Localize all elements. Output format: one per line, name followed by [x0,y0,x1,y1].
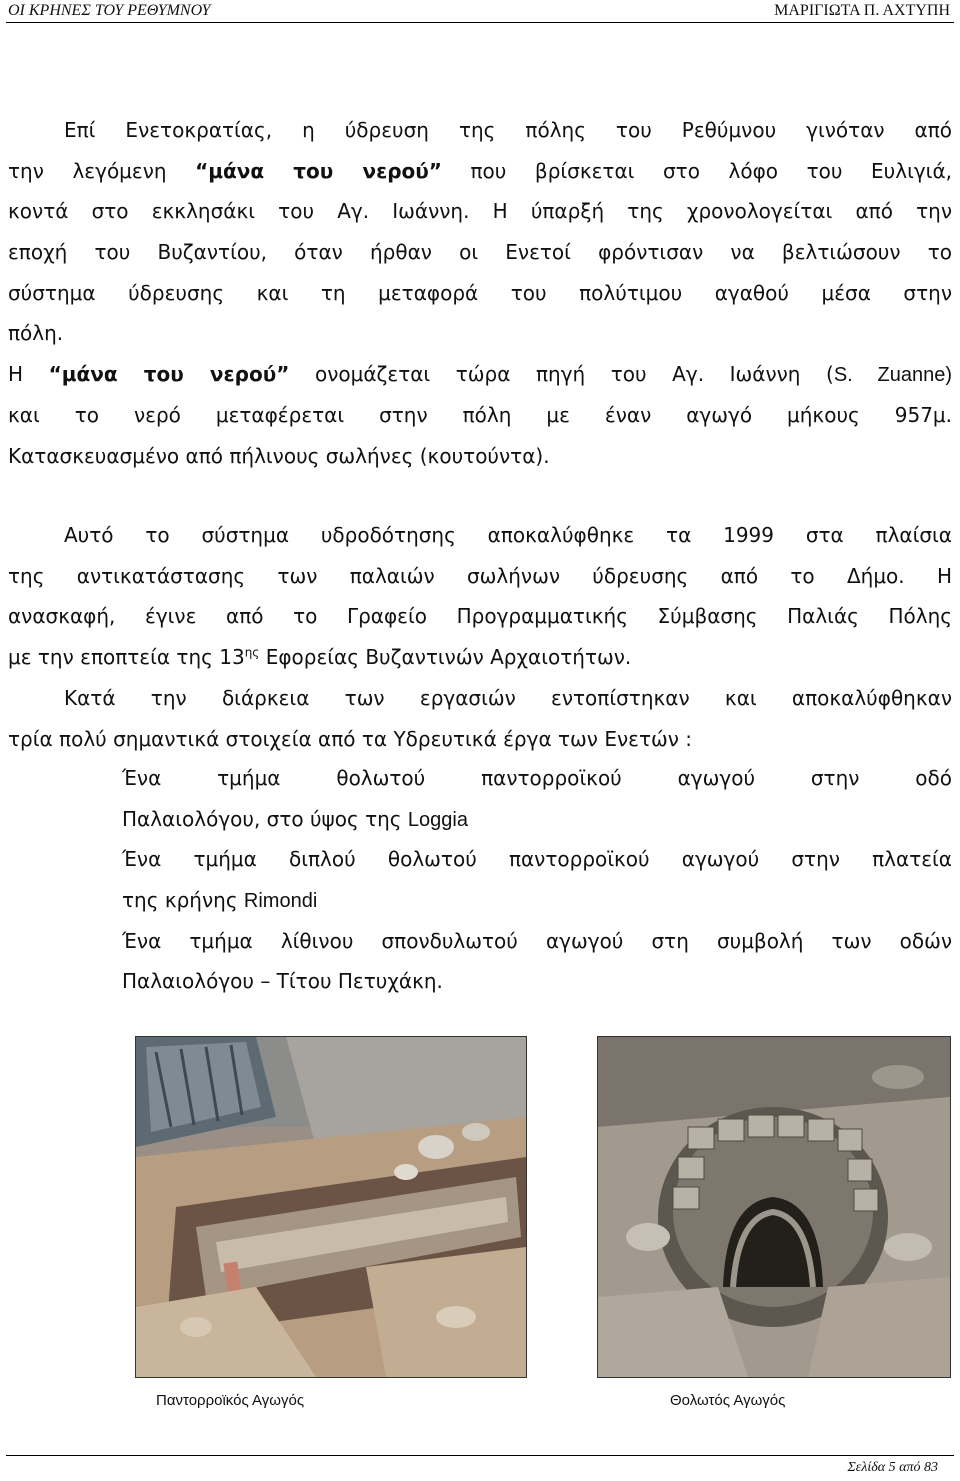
list-item-continuation: Παλαιολόγου – Τίτου Πετυχάκη. [122,969,443,994]
header-title: ΟΙ ΚΡΗΝΕΣ ΤΟΥ ΡΕΘΥΜΝΟΥ [8,2,211,19]
list-item-continuation: Παλαιολόγου, στο ύψος της Loggia [122,806,468,831]
page-number: Σελίδα 5 από 83 [847,1460,938,1475]
list-item: Ένα τμήμα διπλού θολωτού παντορροϊκού αγωγού στην πλατεία [122,847,952,872]
paragraph-3 [8,678,952,759]
text-line: ανασκαφή, έγινε από το Γραφείο Προγραμματικής Σύμβασης Παλιάς Πόλης [8,604,952,629]
footer-divider [6,1455,954,1456]
photo-pantorroikos-agogos [135,1036,527,1378]
header-divider [6,22,954,23]
caption-left: Παντορροϊκός Αγωγός [156,1392,305,1409]
text-line: Επί Ενετοκρατίας, η ύδρευση της πόλης του Ρεθύμνου γινόταν από [64,118,952,142]
text-line: με την εποπτεία της $13^{\eta\varsigma}$ Εφορείας Βυζαντινών Αρχαιοτήτων. [8,645,632,670]
paragraph-2 [8,515,952,678]
emphasis-mana-tou-nerou: “μάνα του νερού” [48,362,290,387]
findings-list [122,758,952,1002]
text-line: και το νερό μεταφέρεται στην πόλη με έναν αγωγό μήκους 957μ. [8,402,952,427]
text-line: σύστημα ύδρευσης και τη μεταφορά του πολύτιμου αγαθού μέσα στην [8,280,952,305]
list-item-continuation: της κρήνης Rimondi [122,888,318,913]
text-line: της αντικατάστασης των παλαιών σωλήνων ύδρευσης από το Δήμο. Η [8,563,952,588]
excavation-photo-left [136,1037,526,1377]
text-line: εποχή του Βυζαντίου, όταν ήρθαν οι Ενετοί φρόντισαν να βελτιώσουν το [8,240,952,265]
caption-right: Θολωτός Αγωγός [670,1392,786,1409]
text-line: κοντά στο εκκλησάκι του Αγ. Ιωάννη. Η ύπαρξή της χρονολογείται από την [8,199,952,224]
list-item: Ένα τμήμα λίθινου σπονδυλωτού αγωγού στη συμβολή των οδών [122,928,952,953]
excavation-photo-right [598,1037,950,1377]
emphasis-mana-tou-nerou: “μάνα του νερού” [195,158,442,183]
paragraph-1 [8,110,952,476]
list-item: Ένα τμήμα θολωτού παντορροϊκού αγωγού στην οδό [122,766,952,790]
header-author: ΜΑΡΙΓΙΩΤΑ Π. ΑΧΤΥΠΗ [774,2,950,19]
text-line: Κατασκευασμένο από πήλινους σωλήνες (κουτούντα). [8,443,550,468]
text-line: την λεγόμενη “μάνα του νερού” που βρίσκεται στο λόφο του Ευλιγιά, [8,158,952,183]
text-line: Αυτό το σύστημα υδροδότησης αποκαλύφθηκε τα 1999 στα πλαίσια [64,523,952,547]
text-line: πόλη. [8,321,64,346]
photo-tholotos-agogos [597,1036,951,1378]
text-line: τρία πολύ σημαντικά στοιχεία από τα Υδρευτικά έργα των Ενετών : [8,726,692,751]
text-line: Η “μάνα του νερού” ονομάζεται τώρα πηγή του Αγ. Ιωάννη (S. Zuanne) [8,362,952,387]
text-line: Κατά την διάρκεια των εργασιών εντοπίστηκαν και αποκαλύφθηκαν [64,686,952,710]
